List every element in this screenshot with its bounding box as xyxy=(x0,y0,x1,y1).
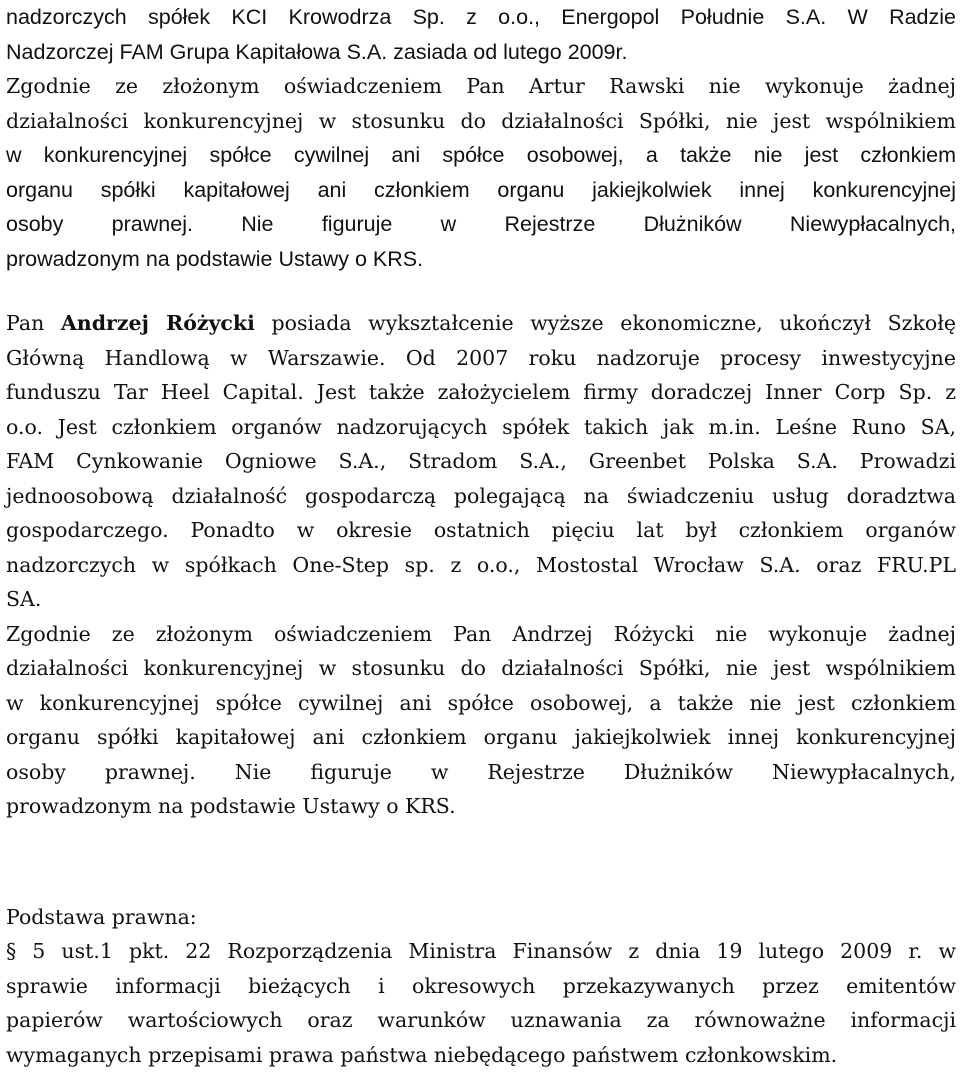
text-line: § 5 ust.1 pkt. 22 Rozporządzenia Ministra Finansów z dnia 19 lutego 2009 r. w xyxy=(6,934,956,969)
text-line: Nadzorczej FAM Grupa Kapitałowa S.A. zasiada od lutego 2009r. xyxy=(6,35,956,70)
text-line: sprawie informacji bieżących i okresowych przekazywanych przez emitentów xyxy=(6,969,956,1004)
text-line: w konkurencyjnej spółce cywilnej ani spółce osobowej, a także nie jest członkiem xyxy=(6,686,956,721)
intro-text: Pan xyxy=(6,311,44,335)
legal-basis-section xyxy=(6,900,956,1072)
text-line: organu spółki kapitałowej ani członkiem organu jakiejkolwiek innej konkurencyjnej xyxy=(6,720,956,755)
text-line: o.o. Jest członkiem organów nadzorujących spółek takich jak m.in. Leśne Runo SA, xyxy=(6,410,956,445)
intro-rest-text: posiada wykształcenie wyższe ekonomiczne, ukończył Szkołę xyxy=(271,311,956,335)
text-line: papierów wartościowych oraz warunków uznawania za równoważne informacji xyxy=(6,1003,956,1038)
text-line: organu spółki kapitałowej ani członkiem organu jakiejkolwiek innej konkurencyjnej xyxy=(6,173,956,208)
document-body xyxy=(6,0,956,1072)
paragraph-spacer xyxy=(6,276,956,306)
text-line: nadzorczych spółek KCI Krowodrza Sp. z o.o., Energopol Południe S.A. W Radzie xyxy=(6,0,956,35)
text-line: działalności konkurencyjnej w stosunku do działalności Spółki, nie jest wspólnikiem xyxy=(6,104,956,139)
text-line: prowadzonym na podstawie Ustawy o KRS. xyxy=(6,242,956,277)
text-line: prowadzonym na podstawie Ustawy o KRS. xyxy=(6,789,956,824)
person-name: Andrzej Różycki xyxy=(61,311,255,335)
text-line: w konkurencyjnej spółce cywilnej ani spółce osobowej, a także nie jest członkiem xyxy=(6,138,956,173)
paragraph-artur-rawski xyxy=(6,0,956,276)
text-line: Główną Handlową w Warszawie. Od 2007 roku nadzoruje procesy inwestycyjne xyxy=(6,341,956,376)
text-line: osoby prawnej. Nie figuruje w Rejestrze Dłużników Niewypłacalnych, xyxy=(6,207,956,242)
text-line xyxy=(6,306,956,341)
paragraph-andrzej-rozycki xyxy=(6,306,956,824)
text-line: FAM Cynkowanie Ogniowe S.A., Stradom S.A., Greenbet Polska S.A. Prowadzi xyxy=(6,444,956,479)
text-line: nadzorczych w spółkach One-Step sp. z o.o., Mostostal Wrocław S.A. oraz FRU.PL xyxy=(6,548,956,583)
text-line: gospodarczego. Ponadto w okresie ostatnich pięciu lat był członkiem organów xyxy=(6,513,956,548)
legal-basis-heading: Podstawa prawna: xyxy=(6,900,956,935)
section-spacer xyxy=(6,824,956,900)
text-line: działalności konkurencyjnej w stosunku do działalności Spółki, nie jest wspólnikiem xyxy=(6,651,956,686)
text-line: osoby prawnej. Nie figuruje w Rejestrze Dłużników Niewypłacalnych, xyxy=(6,755,956,790)
text-line: Zgodnie ze złożonym oświadczeniem Pan Artur Rawski nie wykonuje żadnej xyxy=(6,69,956,104)
text-line: SA. xyxy=(6,582,956,617)
text-line: funduszu Tar Heel Capital. Jest także założycielem firmy doradczej Inner Corp Sp. z xyxy=(6,375,956,410)
text-line: Zgodnie ze złożonym oświadczeniem Pan Andrzej Różycki nie wykonuje żadnej xyxy=(6,617,956,652)
text-line: jednoosobową działalność gospodarczą polegającą na świadczeniu usług doradztwa xyxy=(6,479,956,514)
text-line: wymaganych przepisami prawa państwa niebędącego państwem członkowskim. xyxy=(6,1038,956,1072)
